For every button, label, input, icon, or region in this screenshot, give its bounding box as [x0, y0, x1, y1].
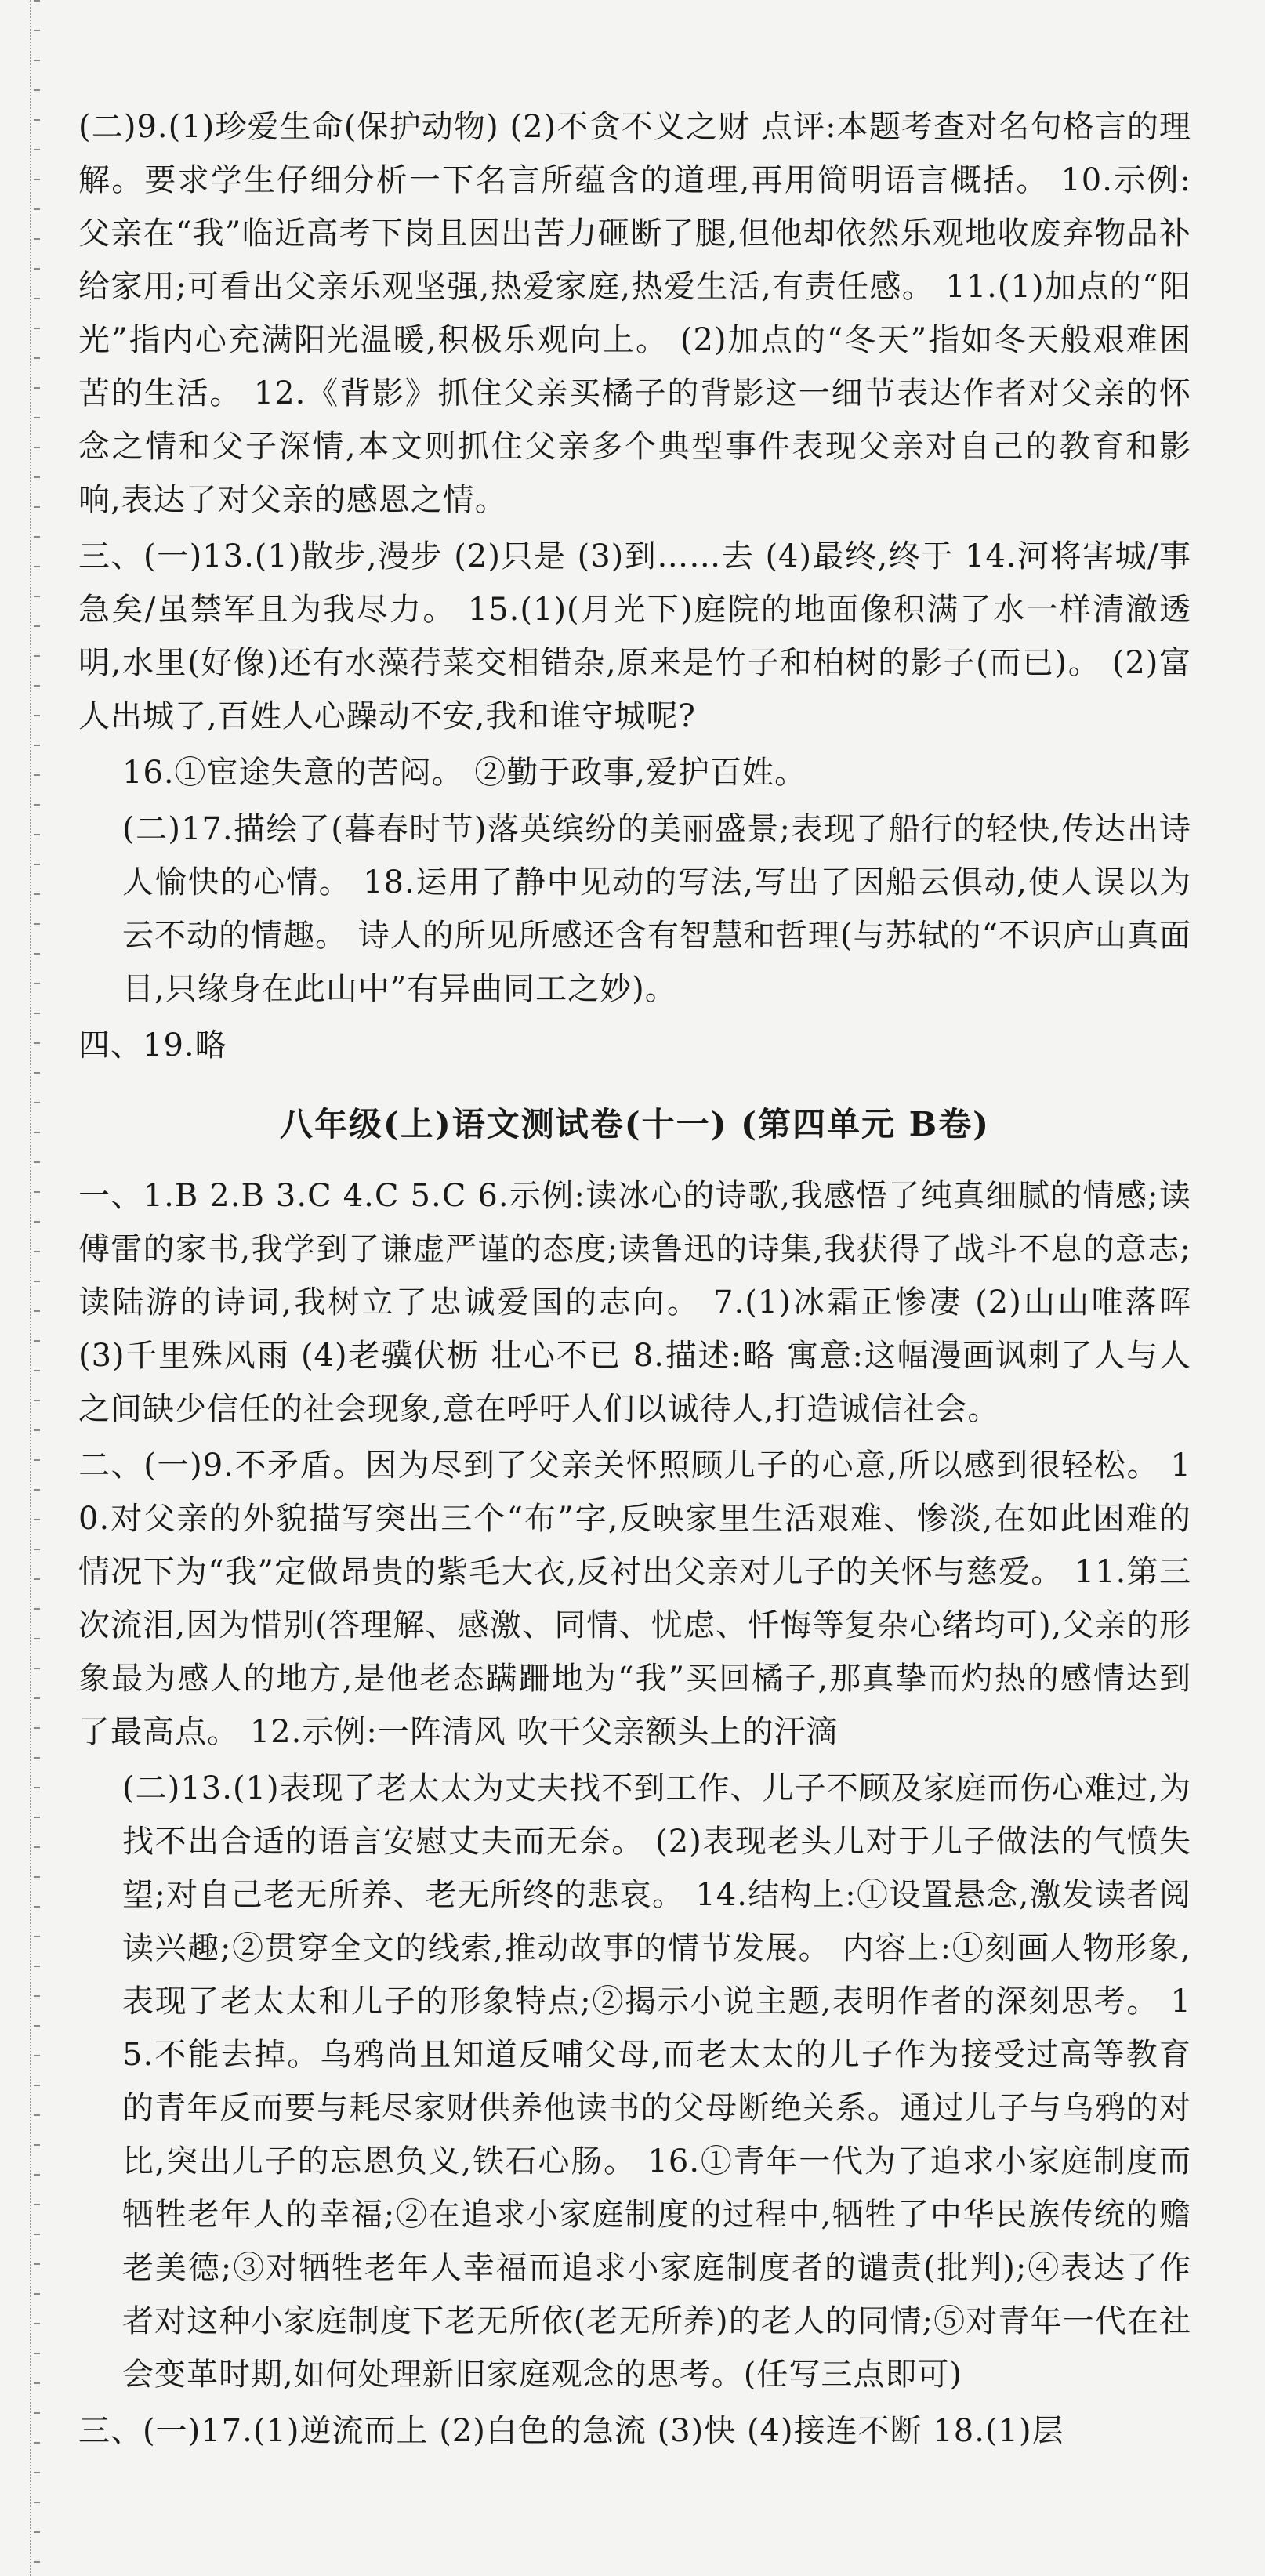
answer-block-3: 16.①宦途失意的苦闷。 ②勤于政事,爱护百姓。	[122, 755, 807, 791]
answer-page	[78, 100, 1191, 2461]
answer-block-5: 四、19.略	[78, 1027, 227, 1063]
binding-margin	[30, 0, 42, 2576]
answer-block-1: (二)9.(1)珍爱生命(保护动物) (2)不贪不义之财 点评:本题考查对名句格言的理解。要求学生仔细分析一下名言所蕴含的道理,再用简明语言概括。 10.示例:父亲在“我”临近高考下岗且因出苦力砸断了腿,但他却依然乐观地收废弃物品补给家用;可看出父亲乐观坚强,热爱家庭,热爱生活,有责任感。 11.(1)加点的“阳光”指内心充满阳光温暖,积极乐观向上。 (2)加点的“冬天”指如冬天般艰难困苦的生活。 12.《背影》抓住父亲买橘子的背影这一细节表达作者对父亲的怀念之情和父子深情,本文则抓住父亲多个典型事件表现父亲对自己的教育和影响,表达了对父亲的感恩之情。	[78, 109, 1191, 518]
answer-block-4: (二)17.描绘了(暮春时节)落英缤纷的美丽盛景;表现了船行的轻快,传达出诗人愉快的心情。 18.运用了静中见动的写法,写出了因船云俱动,使人误以为云不动的情趣。 诗人的所见所感还含有智慧和哲理(与苏轼的“不识庐山真面目,只缘身在此山中”有异曲同工之妙)。	[122, 811, 1191, 1007]
answer-block-6: 一、1.B 2.B 3.C 4.C 5.C 6.示例:读冰心的诗歌,我感悟了纯真细腻的情感;读傅雷的家书,我学到了谦虚严谨的态度;读鲁迅的诗集,我获得了战斗不息的意志;读陆游的诗词,我树立了忠诚爱国的志向。 7.(1)冰霜正惨凄 (2)山山唯落晖 (3)千里殊风雨 (4)老骥伏枥 壮心不已 8.描述:略 寓意:这幅漫画讽刺了人与人之间缺少信任的社会现象,意在呼吁人们以诚待人,打造诚信社会。	[78, 1178, 1191, 1427]
answer-block-7: 二、(一)9.不矛盾。因为尽到了父亲关怀照顾儿子的心意,所以感到很轻松。 10.对父亲的外貌描写突出三个“布”字,反映家里生活艰难、惨淡,在如此困难的情况下为“我”定做昂贵的紫毛大衣,反衬出父亲对儿子的关怀与慈爱。 11.第三次流泪,因为惜别(答理解、感激、同情、忧虑、忏悔等复杂心绪均可),父亲的形象最为感人的地方,是他老态蹒跚地为“我”买回橘子,那真挚而灼热的感情达到了最高点。 12.示例:一阵清风 吹干父亲额头上的汗滴	[78, 1447, 1191, 1750]
section-title: 八年级(上)语文测试卷(十一) (第四单元 B卷)	[280, 1105, 990, 1143]
answer-block-9: 三、(一)17.(1)逆流而上 (2)白色的急流 (3)快 (4)接连不断 18.(1)层	[78, 2413, 1064, 2449]
answer-block-2: 三、(一)13.(1)散步,漫步 (2)只是 (3)到……去 (4)最终,终于 14.河将害城/事急矣/虽禁军且为我尽力。 15.(1)(月光下)庭院的地面像积满了水一样清澈透明,水里(好像)还有水藻荇菜交相错杂,原来是竹子和柏树的影子(而已)。 (2)富人出城了,百姓人心躁动不安,我和谁守城呢?	[78, 538, 1191, 734]
answer-block-8: (二)13.(1)表现了老太太为丈夫找不到工作、儿子不顾及家庭而伤心难过,为找不出合适的语言安慰丈夫而无奈。 (2)表现老头儿对于儿子做法的气愤失望;对自己老无所养、老无所终的悲哀。 14.结构上:①设置悬念,激发读者阅读兴趣;②贯穿全文的线索,推动故事的情节发展。 内容上:①刻画人物形象,表现了老太太和儿子的形象特点;②揭示小说主题,表明作者的深刻思考。 15.不能去掉。乌鸦尚且知道反哺父母,而老太太的儿子作为接受过高等教育的青年反而要与耗尽家财供养他读书的父母断绝关系。通过儿子与乌鸦的对比,突出儿子的忘恩负义,铁石心肠。 16.①青年一代为了追求小家庭制度而牺牲老年人的幸福;②在追求小家庭制度的过程中,牺牲了中华民族传统的赡老美德;③对牺牲老年人幸福而追求小家庭制度者的谴责(批判);④表达了作者对这种小家庭制度下老无所依(老无所养)的老人的同情;⑤对青年一代在社会变革时期,如何处理新旧家庭观念的思考。(任写三点即可)	[122, 1770, 1191, 2393]
